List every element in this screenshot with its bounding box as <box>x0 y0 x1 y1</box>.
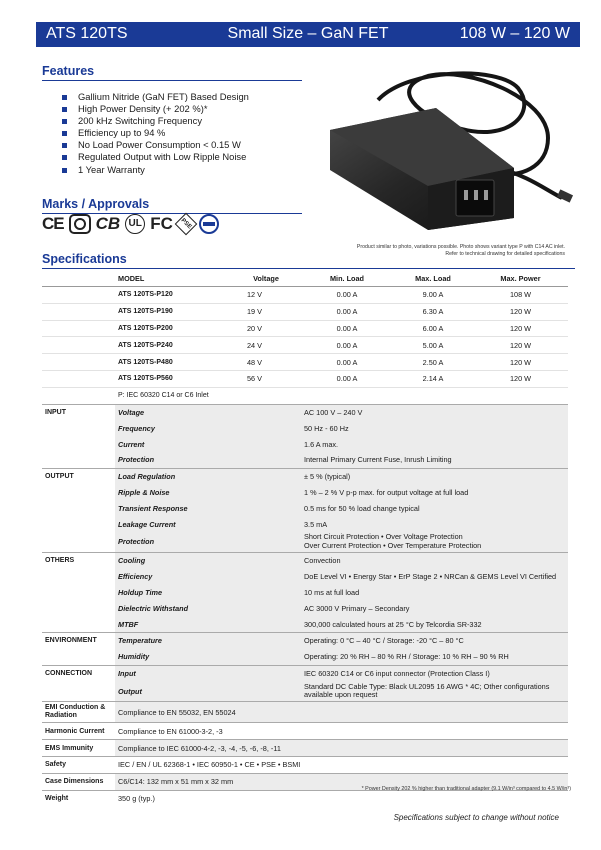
model-value: 120 W <box>473 303 568 320</box>
pse-mark-icon: PSE <box>175 213 198 236</box>
group-label: CONNECTION <box>42 665 115 681</box>
empty-cell <box>42 681 115 702</box>
row-value: 350 g (typ.) <box>115 790 568 806</box>
empty-cell <box>42 485 115 501</box>
model-row <box>42 287 568 304</box>
value-line: Internal Primary Current Fuse, Inrush Limiting <box>304 455 452 465</box>
column-header: MODEL <box>115 270 231 287</box>
empty-cell <box>42 452 115 468</box>
row-label: Case Dimensions <box>42 773 115 790</box>
empty-cell <box>42 387 115 404</box>
parameter-name: Cooling <box>115 552 301 568</box>
value-line: AC 3000 V Primary – Secondary <box>304 603 410 613</box>
inlet-note: P: IEC 60320 C14 or C6 Inlet <box>118 392 209 400</box>
spec-row <box>42 702 568 723</box>
parameter-value <box>301 516 568 532</box>
row-value: Compliance to EN 55032, EN 55024 <box>115 702 568 723</box>
empty-cell <box>42 585 115 601</box>
feature-item: No Load Power Consumption < 0.15 W <box>62 139 249 151</box>
empty-cell <box>42 569 115 585</box>
specifications-divider <box>42 268 575 269</box>
spec-row <box>42 585 568 601</box>
model-value: 20 V <box>231 320 301 337</box>
spec-row <box>42 790 568 806</box>
row-value: Compliance to EN 61000-3-2, -3 <box>115 723 568 740</box>
value-line: Over Current Protection • Over Temperature Protection <box>304 540 482 550</box>
marks-title: Marks / Approvals <box>42 197 150 211</box>
parameter-value <box>301 600 568 616</box>
group-label: ENVIRONMENT <box>42 632 115 648</box>
parameter-name: Dielectric Withstand <box>115 600 301 616</box>
model-value: 9.00 A <box>393 287 473 304</box>
parameter-name: Temperature <box>115 632 301 648</box>
disclaimer: Specifications subject to change without notice <box>393 813 559 822</box>
parameter-name: Load Regulation <box>115 468 301 484</box>
spec-row <box>42 468 568 484</box>
bsmi-mark-icon <box>199 214 219 234</box>
spec-row <box>42 485 568 501</box>
spec-row <box>42 632 568 648</box>
spec-row <box>42 600 568 616</box>
empty-cell <box>42 532 115 553</box>
empty-cell <box>42 500 115 516</box>
parameter-value <box>301 552 568 568</box>
fcc-mark-icon: FC <box>150 214 173 233</box>
model-value: 48 V <box>231 354 301 371</box>
model-value: 0.00 A <box>301 337 393 354</box>
parameter-name: Transient Response <box>115 500 301 516</box>
value-line: Standard DC Cable Type: Black UL2095 16 AWG * 4C; Other configurations available upon request <box>304 681 550 700</box>
specifications-table <box>42 270 568 806</box>
parameter-name: MTBF <box>115 616 301 632</box>
model-value: 2.14 A <box>393 370 473 387</box>
empty-cell <box>42 616 115 632</box>
column-header: Min. Load <box>301 270 393 287</box>
model-row <box>42 320 568 337</box>
model-value: 0.00 A <box>301 370 393 387</box>
spec-row <box>42 420 568 436</box>
group-label: OTHERS <box>42 552 115 568</box>
spec-row <box>42 756 568 773</box>
product-note-line: Refer to technical drawing for detailed specifications <box>445 250 565 257</box>
product-photo <box>318 58 580 238</box>
model-value: 2.50 A <box>393 354 473 371</box>
model-row <box>42 354 568 371</box>
row-label: EMS Immunity <box>42 740 115 757</box>
parameter-name: Efficiency <box>115 569 301 585</box>
model-row <box>42 337 568 354</box>
spec-row <box>42 552 568 568</box>
empty-cell <box>42 436 115 452</box>
product-note <box>357 244 565 257</box>
empty-cell <box>42 270 115 287</box>
parameter-value <box>301 485 568 501</box>
value-line: 300,000 calculated hours at 25 °C by Telcordia SR-332 <box>304 619 482 629</box>
model-name: ATS 120TS-P190 <box>115 303 231 320</box>
model-value: 6.30 A <box>393 303 473 320</box>
model-value: 0.00 A <box>301 354 393 371</box>
parameter-name: Current <box>115 436 301 452</box>
value-line: Short Circuit Protection • Over Voltage Protection <box>304 532 463 542</box>
parameter-value <box>301 532 568 553</box>
features-title: Features <box>42 64 95 78</box>
title-left: ATS 120TS <box>46 25 128 42</box>
spec-row <box>42 681 568 702</box>
parameter-name: Holdup Time <box>115 585 301 601</box>
column-header: Max. Power <box>473 270 568 287</box>
spec-row <box>42 649 568 665</box>
model-value: 6.00 A <box>393 320 473 337</box>
approval-marks <box>42 213 219 235</box>
model-value: 108 W <box>473 287 568 304</box>
row-value: IEC / EN / UL 62368-1 • IEC 60950-1 • CE • PSE • BSMI <box>115 756 568 773</box>
empty-cell <box>42 649 115 665</box>
parameter-name: Frequency <box>115 420 301 436</box>
spec-row <box>42 740 568 757</box>
model-name: ATS 120TS-P240 <box>115 337 231 354</box>
parameter-value <box>301 569 568 585</box>
product-note-line: Product similar to photo, variations possible. Photo shows variant type P with C14 AC inlet. <box>356 244 565 250</box>
parameter-name: Leakage Current <box>115 516 301 532</box>
model-value: 56 V <box>231 370 301 387</box>
value-line: 1.6 A max. <box>304 439 339 449</box>
cb-mark-icon: CB <box>95 214 121 233</box>
parameter-value <box>301 500 568 516</box>
empty-cell <box>42 516 115 532</box>
value-line: 3.5 mA <box>304 519 328 529</box>
model-value: 0.00 A <box>301 287 393 304</box>
spec-row <box>42 500 568 516</box>
model-value: 120 W <box>473 320 568 337</box>
feature-item: 1 Year Warranty <box>62 164 249 176</box>
row-value: C6/C14: 132 mm x 51 mm x 32 mm <box>115 773 568 790</box>
value-line: 50 Hz - 60 Hz <box>304 423 349 433</box>
inlet-note-row <box>42 387 568 404</box>
empty-cell <box>42 287 115 304</box>
row-label: Harmonic Current <box>42 723 115 740</box>
parameter-name: Voltage <box>115 404 301 420</box>
spec-row <box>42 665 568 681</box>
title-center: Small Size – GaN FET <box>227 25 389 42</box>
parameter-value <box>301 585 568 601</box>
ce-mark-icon: CE <box>42 214 64 233</box>
spec-row <box>42 516 568 532</box>
model-name: ATS 120TS-P120 <box>115 287 231 304</box>
value-line: DoE Level VI • Energy Star • ErP Stage 2 • NRCan & GEMS Level VI Certified <box>304 572 557 582</box>
specifications-title: Specifications <box>42 252 127 266</box>
parameter-name: Protection <box>115 452 301 468</box>
features-list <box>62 91 249 176</box>
empty-cell <box>42 337 115 354</box>
model-name: ATS 120TS-P480 <box>115 354 231 371</box>
parameter-value <box>301 681 568 702</box>
parameter-name: Protection <box>115 532 301 553</box>
model-value: 0.00 A <box>301 320 393 337</box>
model-value: 120 W <box>473 337 568 354</box>
empty-cell <box>42 600 115 616</box>
parameter-value <box>301 404 568 420</box>
title-bar <box>36 22 580 47</box>
value-line: AC 100 V – 240 V <box>304 407 363 417</box>
model-value: 12 V <box>231 287 301 304</box>
group-label: INPUT <box>42 404 115 420</box>
footnote: * Power Density 202 % higher than traditional adapter (9.1 W/in³ compared to 4.5 W/in³) <box>361 786 571 792</box>
feature-item: Efficiency up to 94 % <box>62 127 249 139</box>
gs-mark-icon <box>69 214 91 234</box>
row-label: EMI Conduction & Radiation <box>42 702 115 723</box>
column-header: Max. Load <box>393 270 473 287</box>
value-line: Operating: 20 % RH – 80 % RH / Storage: 10 % RH – 90 % RH <box>304 652 509 662</box>
empty-cell <box>42 354 115 371</box>
feature-item: Gallium Nitride (GaN FET) Based Design <box>62 91 249 103</box>
value-line: Operating: 0 °C – 40 °C / Storage: -20 °C – 80 °C <box>304 636 464 646</box>
value-line: 1 % – 2 % V p-p max. for output voltage at full load <box>304 487 469 497</box>
empty-cell <box>42 420 115 436</box>
spec-row <box>42 404 568 420</box>
spec-row <box>42 616 568 632</box>
value-line: ± 5 % (typical) <box>304 472 351 482</box>
row-label: Weight <box>42 790 115 806</box>
model-row <box>42 303 568 320</box>
model-value: 19 V <box>231 303 301 320</box>
model-value: 0.00 A <box>301 303 393 320</box>
value-line: 0.5 ms for 50 % load change typical <box>304 503 420 513</box>
title-right: 108 W – 120 W <box>459 25 570 42</box>
row-value: Compliance to IEC 61000-4-2, -3, -4, -5, -6, -8, -11 <box>115 740 568 757</box>
spec-row <box>42 723 568 740</box>
value-line: 10 ms at full load <box>304 587 360 597</box>
column-header: Voltage <box>231 270 301 287</box>
model-name: ATS 120TS-P200 <box>115 320 231 337</box>
model-value: 120 W <box>473 370 568 387</box>
group-label: OUTPUT <box>42 468 115 484</box>
parameter-value <box>301 616 568 632</box>
model-value: 5.00 A <box>393 337 473 354</box>
parameter-value <box>301 649 568 665</box>
parameter-value <box>301 632 568 648</box>
parameter-name: Ripple & Noise <box>115 485 301 501</box>
features-divider <box>42 80 302 81</box>
parameter-name: Humidity <box>115 649 301 665</box>
empty-cell <box>42 303 115 320</box>
model-header-row <box>42 270 568 287</box>
parameter-value <box>301 436 568 452</box>
model-value: 120 W <box>473 354 568 371</box>
parameter-name: Output <box>115 681 301 702</box>
feature-item: Regulated Output with Low Ripple Noise <box>62 151 249 163</box>
spec-row <box>42 452 568 468</box>
model-row <box>42 370 568 387</box>
parameter-value <box>301 452 568 468</box>
model-name: ATS 120TS-P560 <box>115 370 231 387</box>
ul-mark-icon: UL <box>125 214 145 234</box>
value-line: Convection <box>304 556 341 566</box>
parameter-value <box>301 468 568 484</box>
model-value: 24 V <box>231 337 301 354</box>
parameter-value <box>301 420 568 436</box>
spec-row <box>42 436 568 452</box>
parameter-name: Input <box>115 665 301 681</box>
feature-item: High Power Density (+ 202 %)* <box>62 103 249 115</box>
spec-row <box>42 569 568 585</box>
feature-item: 200 kHz Switching Frequency <box>62 115 249 127</box>
row-label: Safety <box>42 756 115 773</box>
value-line: IEC 60320 C14 or C6 input connector (Protection Class I) <box>304 668 490 678</box>
spec-row <box>42 532 568 553</box>
empty-cell <box>42 320 115 337</box>
empty-cell <box>42 370 115 387</box>
parameter-value <box>301 665 568 681</box>
